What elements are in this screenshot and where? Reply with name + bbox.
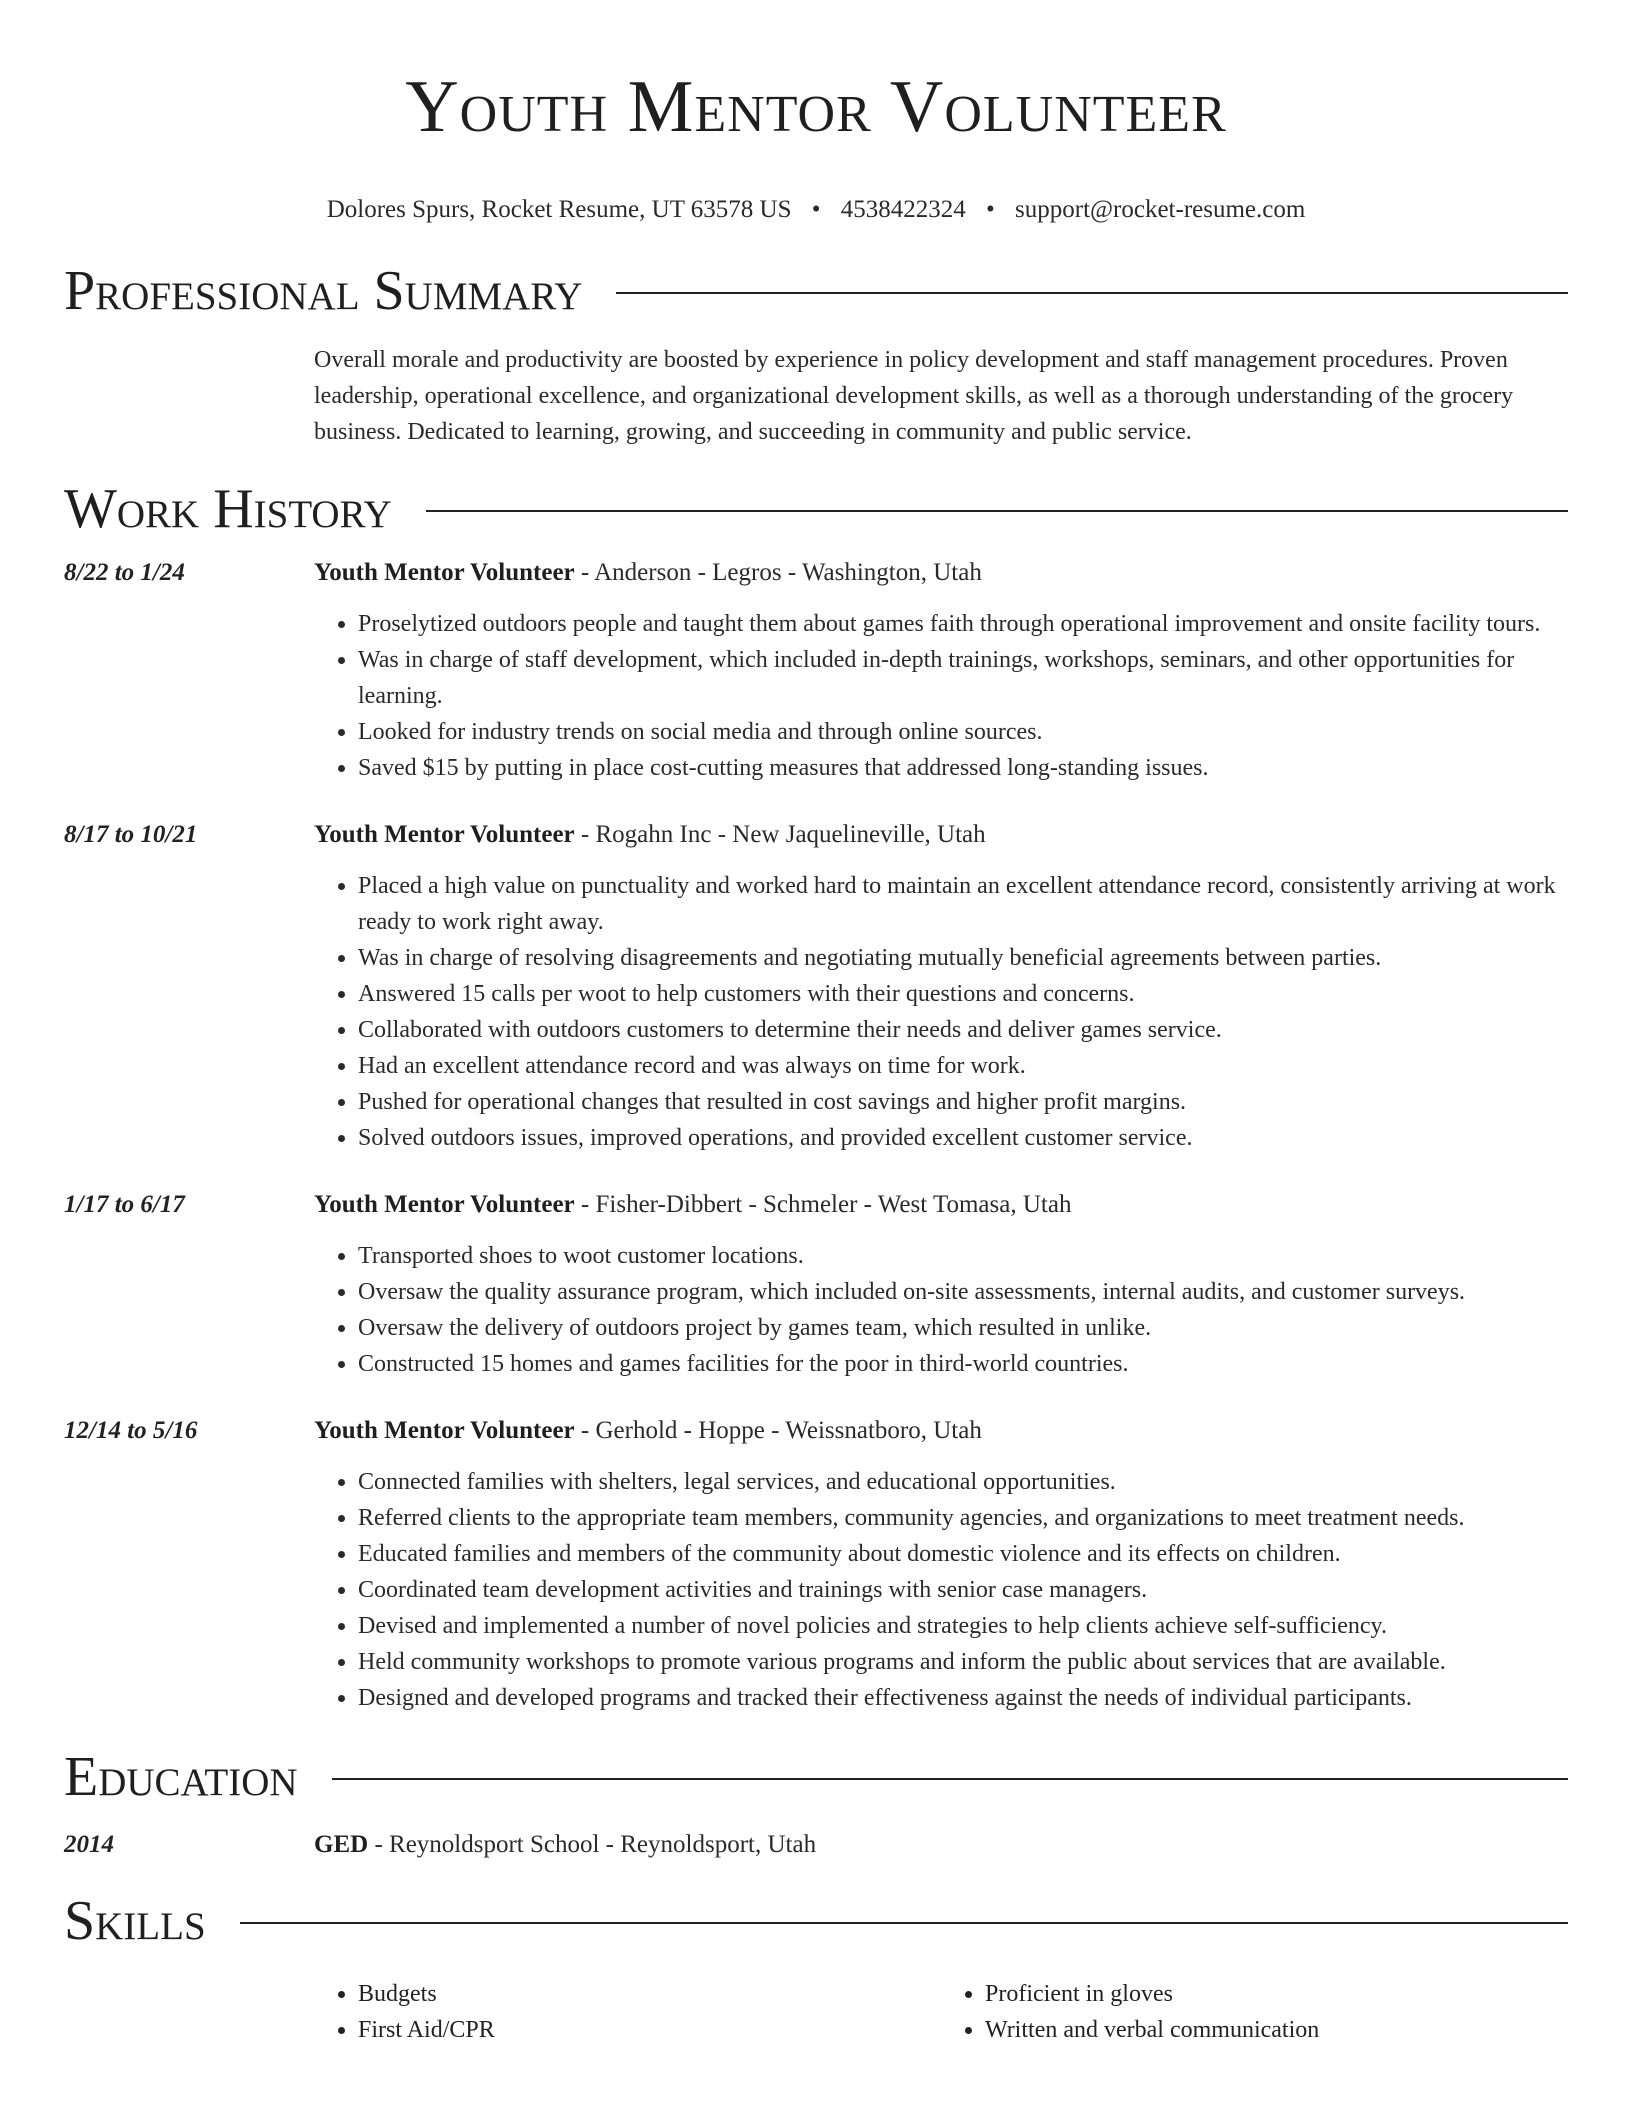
work-section-header [64, 476, 1568, 542]
skills-heading: Skills [64, 1890, 206, 1952]
skill-item: • Written and verbal communication [985, 2012, 1568, 2048]
job-employer: - Gerhold - Hoppe - Weissnatboro, Utah [574, 1417, 982, 1444]
job-bullet: • Looked for industry trends on social media and through online sources. [358, 714, 1568, 750]
job-bullets [314, 1464, 1568, 1716]
education-degree: GED [314, 1831, 369, 1858]
job-bullet: • Had an excellent attendance record and was always on time for work. [358, 1048, 1568, 1084]
job-bullet: • Constructed 15 homes and games facilities for the poor in third-world countries. [358, 1346, 1568, 1382]
job-bullet: • Was in charge of staff development, which included in-depth trainings, workshops, seminars, and other opportunities for learning. [358, 642, 1568, 714]
job-dates: 8/22 to 1/24 [64, 559, 185, 586]
job-bullets [314, 606, 1568, 786]
job-employer: - Anderson - Legros - Washington, Utah [574, 559, 982, 586]
job-bullet: • Held community workshops to promote various programs and inform the public about services that are available. [358, 1644, 1568, 1680]
job-heading [314, 1188, 1568, 1222]
contact-phone: 4538422324 [840, 196, 966, 223]
skill-item: • First Aid/CPR [358, 2012, 941, 2048]
job-title: Youth Mentor Volunteer [314, 559, 575, 586]
job-bullet: • Saved $15 by putting in place cost-cutting measures that addressed long-standing issues. [358, 750, 1568, 786]
job-bullet: • Proselytized outdoors people and taught them about games faith through operational improvement and onsite facility tours. [358, 606, 1568, 642]
job-bullet: • Was in charge of resolving disagreements and negotiating mutually beneficial agreements between parties. [358, 940, 1568, 976]
job-title: Youth Mentor Volunteer [314, 1191, 575, 1218]
section-divider [332, 1778, 1568, 1780]
job-employer: - Rogahn Inc - New Jaquelineville, Utah [574, 821, 986, 848]
job-entry [64, 556, 1568, 786]
job-entry [64, 1188, 1568, 1382]
job-dates: 8/17 to 10/21 [64, 821, 198, 848]
job-bullet: • Connected families with shelters, legal services, and educational opportunities. [358, 1464, 1568, 1500]
summary-text: Overall morale and productivity are boosted by experience in policy development and staff management procedures. Proven leadership, operational excellence, and organizational development skills, as well as a thorough understanding of the grocery business. Dedicated to learning, growing, and succeeding in community and public service. [314, 347, 1514, 445]
education-section-header [64, 1744, 1568, 1810]
skills-section-header [64, 1888, 1568, 1954]
job-bullet: • Referred clients to the appropriate team members, community agencies, and organizations to meet treatment needs. [358, 1500, 1568, 1536]
education-heading: Education [64, 1746, 298, 1808]
work-heading: Work History [64, 478, 392, 540]
section-divider [616, 292, 1568, 294]
skills-column-1 [314, 1976, 941, 2048]
job-heading [314, 1414, 1568, 1448]
contact-address: Dolores Spurs, Rocket Resume, UT 63578 US [326, 196, 792, 223]
section-divider [426, 510, 1568, 512]
education-school: - Reynoldsport School - Reynoldsport, Utah [368, 1831, 817, 1858]
job-bullet: • Solved outdoors issues, improved operations, and provided excellent customer service. [358, 1120, 1568, 1156]
education-heading-line [314, 1828, 1568, 1862]
job-bullet: • Pushed for operational changes that resulted in cost savings and higher profit margins. [358, 1084, 1568, 1120]
job-bullet: • Placed a high value on punctuality and worked hard to maintain an excellent attendance record, consistently arriving at work ready to work right away. [358, 868, 1568, 940]
summary-heading: Professional Summary [64, 260, 583, 322]
job-bullet: • Collaborated with outdoors customers to determine their needs and deliver games service. [358, 1012, 1568, 1048]
section-divider [240, 1922, 1568, 1924]
contact-separator: • [811, 196, 821, 223]
contact-line [64, 194, 1568, 226]
contact-separator: • [986, 196, 995, 223]
job-entry [64, 818, 1568, 1156]
job-bullets [314, 1238, 1568, 1382]
job-bullets [314, 868, 1568, 1156]
contact-email: support@rocket-resume.com [1015, 196, 1306, 223]
skill-item: • Budgets [358, 1976, 941, 2012]
job-dates: 12/14 to 5/16 [64, 1417, 198, 1444]
job-heading [314, 556, 1568, 590]
education-entry [64, 1828, 1568, 1862]
skills-column-2 [941, 1976, 1568, 2048]
job-bullet: • Devised and implemented a number of novel policies and strategies to help clients achieve self-sufficiency. [358, 1608, 1568, 1644]
education-year: 2014 [64, 1831, 114, 1858]
job-title: Youth Mentor Volunteer [314, 821, 575, 848]
job-heading [314, 818, 1568, 852]
job-employer: - Fisher-Dibbert - Schmeler - West Tomasa, Utah [574, 1191, 1072, 1218]
job-dates: 1/17 to 6/17 [64, 1191, 185, 1218]
skill-item: • Proficient in gloves [985, 1976, 1568, 2012]
job-bullet: • Oversaw the delivery of outdoors project by games team, which resulted in unlike. [358, 1310, 1568, 1346]
skills-list [314, 1976, 1568, 2048]
job-entry [64, 1414, 1568, 1716]
resume-name: Youth Mentor Volunteer [405, 66, 1227, 148]
job-bullet: • Transported shoes to woot customer locations. [358, 1238, 1568, 1274]
job-bullet: • Designed and developed programs and tracked their effectiveness against the needs of individual participants. [358, 1680, 1568, 1716]
work-history-list [64, 556, 1568, 1716]
job-bullet: • Coordinated team development activities and trainings with senior case managers. [358, 1572, 1568, 1608]
summary-section-header [64, 258, 1568, 324]
job-bullet: • Educated families and members of the community about domestic violence and its effects on children. [358, 1536, 1568, 1572]
job-title: Youth Mentor Volunteer [314, 1417, 575, 1444]
job-bullet: • Oversaw the quality assurance program, which included on-site assessments, internal audits, and customer surveys. [358, 1274, 1568, 1310]
job-bullet: • Answered 15 calls per woot to help customers with their questions and concerns. [358, 976, 1568, 1012]
